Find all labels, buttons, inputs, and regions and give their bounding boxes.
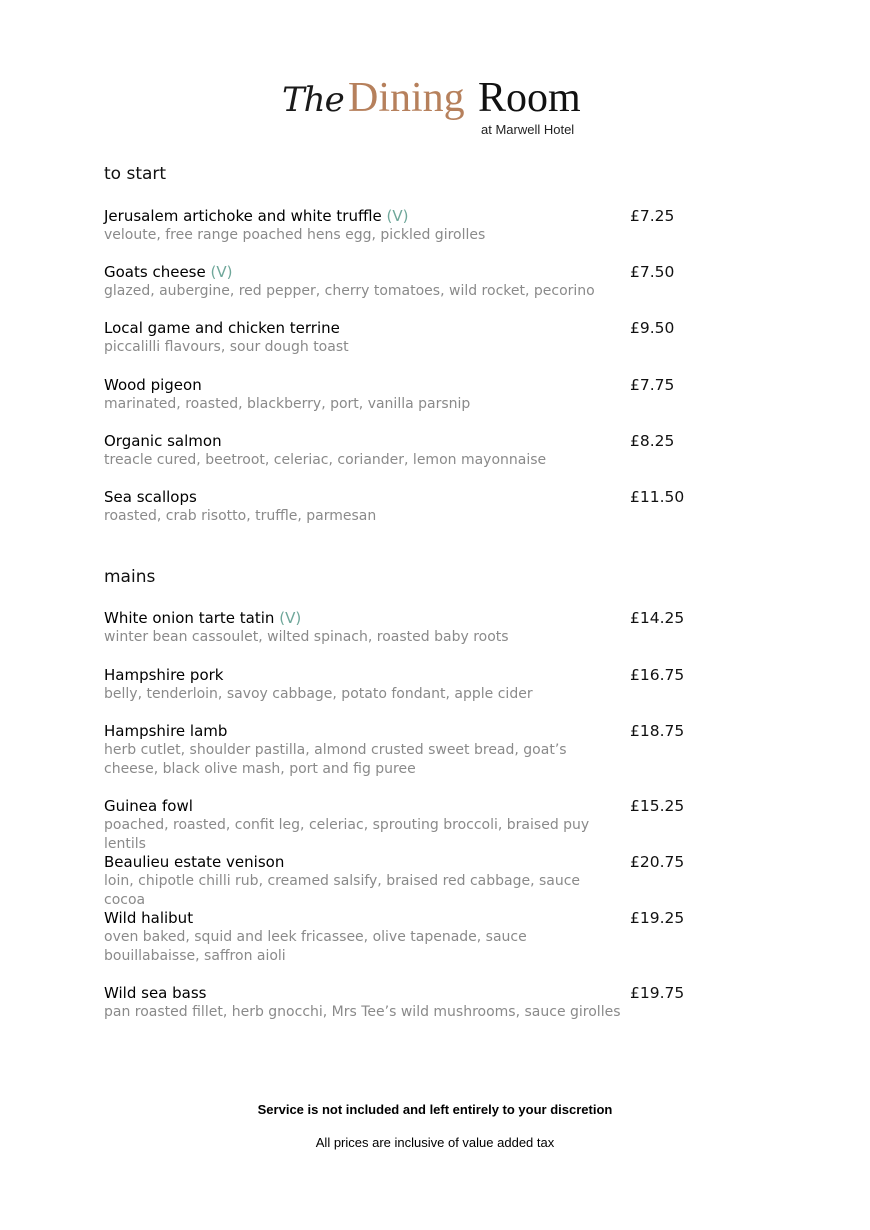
item-description: treacle cured, beetroot, celeriac, coriander, lemon mayonnaise: [104, 452, 547, 468]
logo-dining: Dining: [348, 75, 465, 121]
vat-note: All prices are inclusive of value added tax: [315, 1135, 555, 1150]
item-name: Wood pigeon: [104, 376, 202, 394]
item-price: £18.75: [630, 722, 685, 740]
item-name: Guinea fowl: [104, 797, 193, 815]
logo-subtitle: at Marwell Hotel: [481, 122, 575, 137]
menu-item: [104, 263, 724, 301]
item-price: £19.25: [630, 909, 685, 927]
item-description: poached, roasted, confit leg, celeriac, sprouting broccoli, braised puy lentils: [104, 817, 590, 852]
menu-item: [104, 319, 724, 357]
item-name: Wild halibut: [104, 909, 194, 927]
restaurant-logo: [282, 74, 592, 144]
menu-item: [104, 722, 724, 779]
menu-item: [104, 432, 724, 470]
logo-room: Room: [478, 75, 581, 121]
item-name: Jerusalem artichoke and white truffle (V): [104, 207, 409, 225]
item-price: £19.75: [630, 984, 685, 1002]
item-price: £7.50: [630, 263, 675, 281]
menu-item: [104, 666, 724, 704]
item-price: £20.75: [630, 853, 685, 871]
item-price: £7.25: [630, 207, 675, 225]
item-price: £8.25: [630, 432, 675, 450]
menu-item: [104, 207, 724, 245]
vegetarian-badge: (V): [279, 609, 302, 627]
item-price: £11.50: [630, 488, 685, 506]
item-name: Wild sea bass: [104, 984, 207, 1002]
vegetarian-badge: (V): [210, 263, 233, 281]
menu-item: [104, 488, 724, 526]
item-name: Sea scallops: [104, 488, 197, 506]
item-price: £7.75: [630, 376, 675, 394]
service-note: Service is not included and left entirely to your discretion: [257, 1102, 613, 1117]
item-name: Goats cheese (V): [104, 263, 233, 281]
item-name: Beaulieu estate venison: [104, 853, 285, 871]
logo-the: The: [282, 80, 344, 120]
item-name: Local game and chicken terrine: [104, 319, 340, 337]
item-description: glazed, aubergine, red pepper, cherry tomatoes, wild rocket, pecorino: [104, 283, 595, 299]
item-description: piccalilli flavours, sour dough toast: [104, 339, 349, 355]
item-description: roasted, crab risotto, truffle, parmesan: [104, 508, 377, 524]
menu-item: [104, 984, 724, 1022]
item-name: Hampshire lamb: [104, 722, 228, 740]
item-description: loin, chipotle chilli rub, creamed salsify, braised red cabbage, sauce cocoa: [104, 873, 581, 908]
item-description: marinated, roasted, blackberry, port, vanilla parsnip: [104, 396, 471, 412]
item-price: £14.25: [630, 609, 685, 627]
item-price: £9.50: [630, 319, 675, 337]
section-title-starters: to start: [104, 164, 167, 184]
item-price: £16.75: [630, 666, 685, 684]
item-price: £15.25: [630, 797, 685, 815]
item-description: winter bean cassoulet, wilted spinach, roasted baby roots: [104, 629, 509, 645]
item-description: belly, tenderloin, savoy cabbage, potato fondant, apple cider: [104, 686, 533, 702]
item-description: pan roasted fillet, herb gnocchi, Mrs Tee’s wild mushrooms, sauce girolles: [104, 1004, 621, 1020]
item-name: Organic salmon: [104, 432, 222, 450]
menu-item: [104, 853, 724, 910]
menu-item: [104, 609, 724, 647]
menu-item: [104, 376, 724, 414]
menu-item: [104, 909, 724, 966]
section-title-mains: mains: [104, 567, 156, 587]
item-description: veloute, free range poached hens egg, pickled girolles: [104, 227, 486, 243]
vegetarian-badge: (V): [386, 207, 409, 225]
item-description: herb cutlet, shoulder pastilla, almond crusted sweet bread, goat’s cheese, black olive mash, port and fig puree: [104, 742, 567, 777]
item-name: Hampshire pork: [104, 666, 224, 684]
menu-item: [104, 797, 724, 854]
item-description: oven baked, squid and leek fricassee, olive tapenade, sauce bouillabaisse, saffron aioli: [104, 929, 527, 964]
item-name: White onion tarte tatin (V): [104, 609, 302, 627]
